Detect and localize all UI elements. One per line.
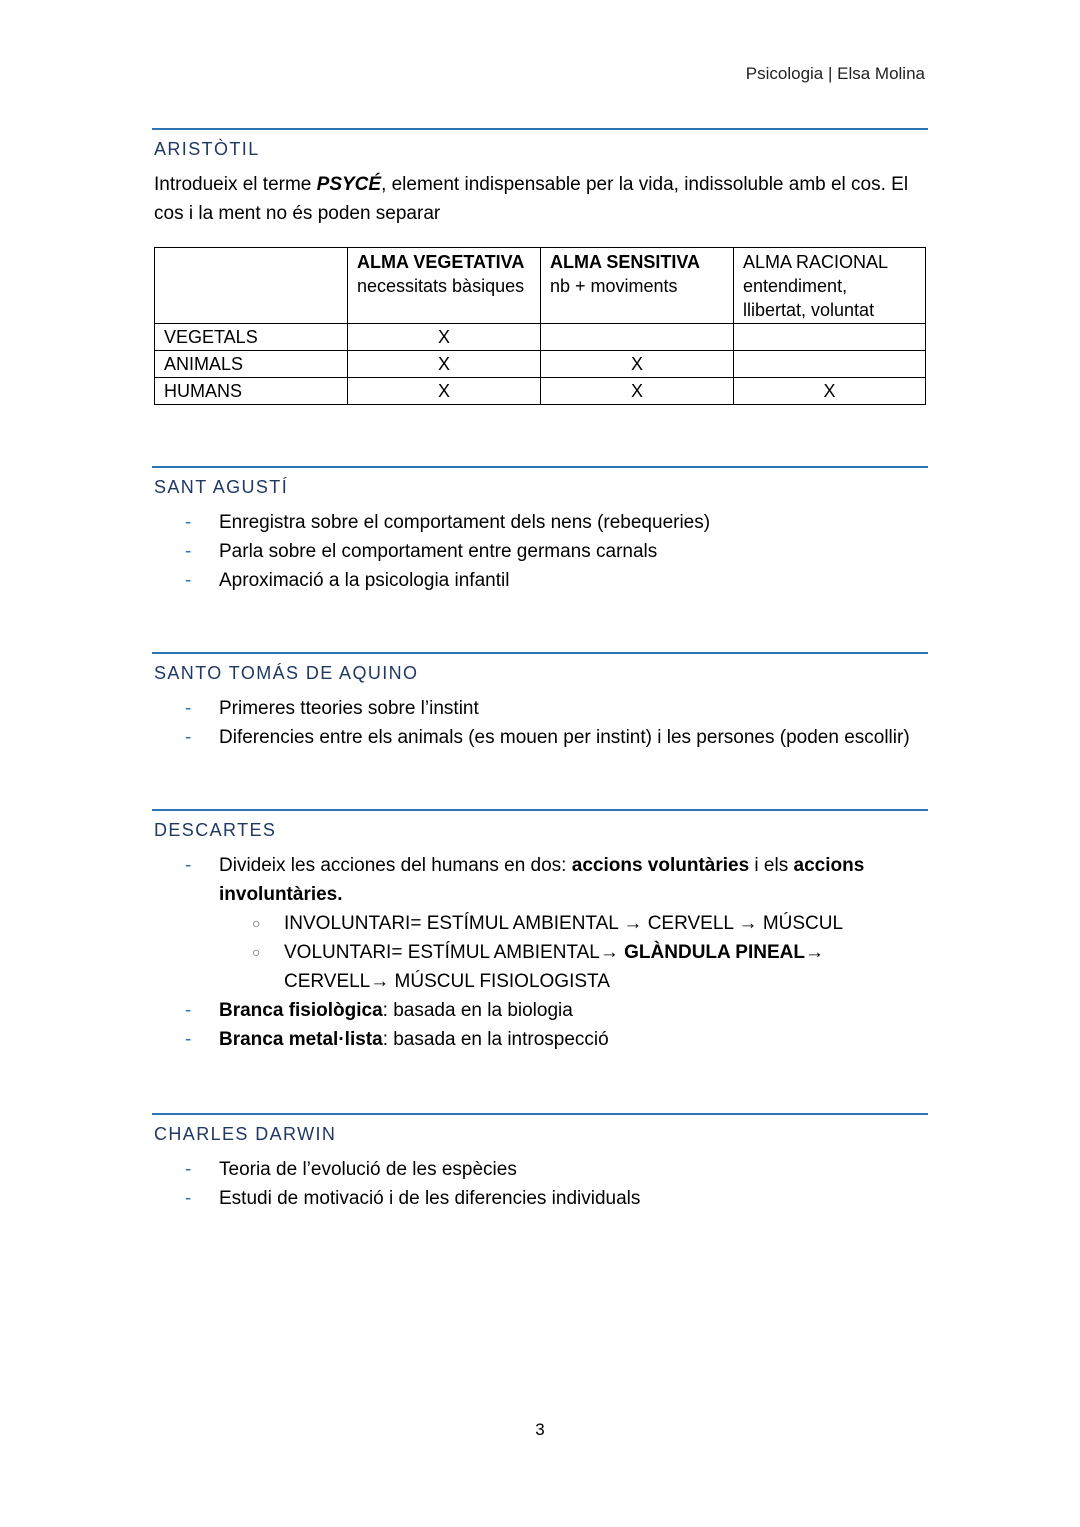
dash-bullet-icon: - (185, 512, 192, 533)
section-charles-darwin (152, 1113, 928, 1213)
list-item: - Estudi de motivació i de les diferencies individuals (152, 1184, 928, 1213)
page-number: 3 (535, 1420, 545, 1439)
bullet-list (152, 508, 928, 595)
section-sant-agusti (152, 466, 928, 595)
section-title: CHARLES DARWIN (154, 1124, 337, 1144)
dash-bullet-icon: - (185, 698, 192, 719)
section-title: DESCARTES (154, 820, 277, 840)
dash-bullet-icon: - (185, 1000, 192, 1021)
souls-table (154, 247, 926, 405)
table-cell: X (348, 324, 541, 351)
row-label: VEGETALS (155, 324, 348, 351)
list-item: - Diferencies entre els animals (es mouen per instint) i les persones (poden escollir) (152, 723, 928, 752)
sub-list (219, 909, 928, 996)
table-cell: X (348, 351, 541, 378)
bullet-list (152, 851, 928, 1054)
section-santo-tomas (152, 652, 928, 752)
list-item: - Teoria de l’evolució de les espècies (152, 1155, 928, 1184)
sub-list-item: ○ VOLUNTARI= ESTÍMUL AMBIENTAL→ GLÀNDULA PINEAL→ CERVELL→ MÚSCUL FISIOLOGISTA (219, 938, 928, 996)
section-rule (152, 652, 928, 654)
dash-bullet-icon: - (185, 541, 192, 562)
table-header-row (155, 248, 926, 324)
table-cell: X (734, 378, 926, 405)
table-row (155, 351, 926, 378)
dash-bullet-icon: - (185, 727, 192, 748)
dash-bullet-icon: - (185, 1188, 192, 1209)
table-row (155, 324, 926, 351)
list-item: - Branca metal·lista: basada en la introspecció (152, 1025, 928, 1054)
header-alma-sensitiva: ALMA SENSITIVA nb + moviments (541, 248, 734, 324)
table-row (155, 378, 926, 405)
dash-bullet-icon: - (185, 570, 192, 591)
dash-bullet-icon: - (185, 1159, 192, 1180)
list-item: - Aproximació a la psicologia infantil (152, 566, 928, 595)
section-title: ARISTÒTIL (154, 139, 260, 159)
section-rule (152, 809, 928, 811)
section-aristotil (152, 128, 928, 228)
section-title: SANT AGUSTÍ (154, 477, 289, 497)
section-rule (152, 466, 928, 468)
section-rule (152, 128, 928, 130)
section-title: SANTO TOMÁS DE AQUINO (154, 663, 419, 683)
table-cell (734, 324, 926, 351)
header-alma-racional: ALMA RACIONAL entendiment, llibertat, voluntat (734, 248, 926, 324)
table-cell (541, 324, 734, 351)
table-cell: X (541, 378, 734, 405)
bullet-list (152, 1155, 928, 1213)
circle-bullet-icon: ○ (252, 944, 261, 960)
list-item: - Divideix les acciones del humans en dos: accions voluntàries i els accions involuntàries. ○ INVOLUNTARI= ESTÍMUL AMBIENTAL → CERVELL → MÚSCUL ○ VOLUNTARI= ESTÍMUL AMBIENTAL→ GLÀNDULA PINEAL→ CERVELL→ MÚSCUL FISIOLOGISTA (152, 851, 928, 996)
section-rule (152, 1113, 928, 1115)
list-item: - Enregistra sobre el comportament dels nens (rebequeries) (152, 508, 928, 537)
header-alma-vegetativa: ALMA VEGETATIVA necessitats bàsiques (348, 248, 541, 324)
list-item: - Parla sobre el comportament entre germans carnals (152, 537, 928, 566)
row-label: HUMANS (155, 378, 348, 405)
bullet-list (152, 694, 928, 752)
table-cell: X (541, 351, 734, 378)
section-descartes (152, 809, 928, 1054)
circle-bullet-icon: ○ (252, 915, 261, 931)
dash-bullet-icon: - (185, 1029, 192, 1050)
table-corner-cell (155, 248, 348, 324)
sub-list-item: ○ INVOLUNTARI= ESTÍMUL AMBIENTAL → CERVELL → MÚSCUL (219, 909, 928, 938)
table-cell: X (348, 378, 541, 405)
row-label: ANIMALS (155, 351, 348, 378)
aristotil-intro: Introdueix el terme PSYCÉ, element indispensable per la vida, indissoluble amb el cos. El cos i la ment no és poden separar (154, 174, 909, 224)
list-item: - Branca fisiològica: basada en la biologia (152, 996, 928, 1025)
page-header: Psicologia | Elsa Molina (745, 64, 925, 83)
dash-bullet-icon: - (185, 855, 192, 876)
list-item: - Primeres tteories sobre l’instint (152, 694, 928, 723)
table-cell (734, 351, 926, 378)
